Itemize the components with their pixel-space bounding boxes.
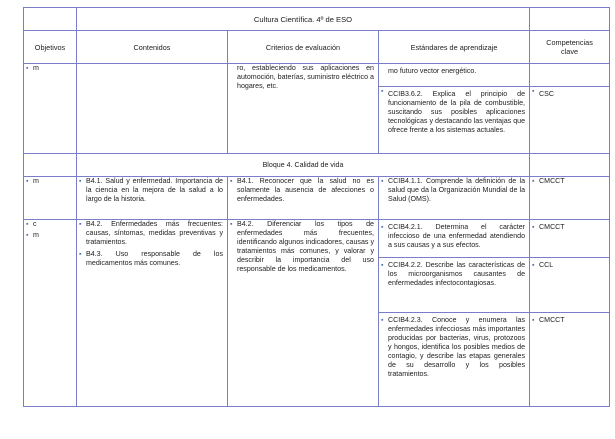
table-row <box>24 220 610 407</box>
list-item: ▪ m <box>26 64 39 72</box>
table-row <box>24 177 610 220</box>
table-title: Cultura Científica. 4º de ESO <box>77 8 530 31</box>
header-competencias <box>530 31 610 64</box>
list-item: ▪ CCIB4.1.1. Comprende la definición de la salud que da la Organización Mundial de la Salud (OMS). <box>381 177 526 203</box>
bullet-icon: ▪ <box>532 224 535 231</box>
list-item: ▪ m <box>26 231 39 239</box>
bullet-icon: ▪ <box>230 178 233 185</box>
bullet-icon: ▪ <box>532 317 535 324</box>
criterios-cell <box>228 220 379 407</box>
list-item: ▪ B4.3. Uso responsable de los medicamentos más comunes. <box>79 250 223 267</box>
title-row <box>24 8 610 31</box>
estandares-cell <box>379 220 530 407</box>
block-title: Bloque 4. Calidad de vida <box>77 154 530 177</box>
bullet-icon: ▪ <box>230 221 233 228</box>
header-row <box>24 31 610 64</box>
list-item: ▪ B4.2. Diferenciar los tipos de enfermedades más frecuentes, identificando algunos indicadores, causas y tratamientos más comunes, y valorar y describir la importancia del uso responsable de los medicamentos. <box>230 220 374 273</box>
contenidos-cell <box>77 64 228 154</box>
criterios-cell <box>228 177 379 220</box>
block-empty-cell <box>24 154 77 177</box>
competencias-cell <box>530 177 610 220</box>
competencias-cell <box>530 64 610 154</box>
estandar-item: mo futuro vector energético. <box>388 67 477 75</box>
bullet-icon: ▪ <box>26 178 29 185</box>
estandares-cell <box>379 64 530 154</box>
bullet-icon: ▪ <box>26 65 29 72</box>
criterios-cell <box>228 64 379 154</box>
estandar-item: ▪ CCIB4.2.3. Conoce y enumera las enfermedades infecciosas más importantes producidas por bacterias, virus, protozoos y hongos, identifica los posibles medios de contagio, y describe las etapas generales de su desarrollo y los posibles tratamientos. <box>379 312 529 382</box>
header-competencias-line2: clave <box>561 47 579 56</box>
bullet-icon: ▪ <box>381 262 384 269</box>
header-criterios: Criterios de evaluación <box>228 31 379 64</box>
contenidos-cell <box>77 220 228 407</box>
bullet-icon: ▪ <box>381 224 384 231</box>
header-estandares: Estándares de aprendizaje <box>379 31 530 64</box>
bullet-icon: ▪ <box>532 262 535 269</box>
block-empty-cell <box>530 154 610 177</box>
estandar-item: ▪ CCIB4.2.2. Describe las características de los microorganismos causantes de enfermedades infectocontagiosas. <box>379 257 529 312</box>
competencia-item: ▪ CSC <box>530 86 609 102</box>
header-competencias-line1: Competencias <box>546 38 593 47</box>
header-objetivos: Objetivos <box>24 31 77 64</box>
contenidos-cell <box>77 177 228 220</box>
criterio-text: ro, estableciendo sus aplicaciones en automoción, baterías, suministro eléctrico a hogares, etc. <box>237 64 374 90</box>
list-item: ▪ CMCCT <box>532 177 565 185</box>
bullet-icon: ▪ <box>381 317 384 324</box>
table-row <box>24 64 610 154</box>
list-item: ▪ B4.1. Reconocer que la salud no es solamente la ausencia de afecciones o enfermedades. <box>230 177 374 203</box>
bullet-icon: ▪ <box>381 178 384 185</box>
objetivos-cell <box>24 177 77 220</box>
title-empty-cell <box>530 8 610 31</box>
objetivos-cell <box>24 220 77 407</box>
bullet-icon: ▪ <box>79 251 82 258</box>
header-contenidos: Contenidos <box>77 31 228 64</box>
estandar-item: ▪ CCIB4.2.1. Determina el carácter infeccioso de una enfermedad atendiendo a sus causas y a sus efectos. <box>381 223 526 249</box>
title-empty-cell <box>24 8 77 31</box>
list-item: ▪ c <box>26 220 37 228</box>
bullet-icon: ▪ <box>26 221 29 228</box>
bullet-icon: ▪ <box>79 221 82 228</box>
competencia-item: ▪ CCL <box>530 257 609 312</box>
block-title-row <box>24 154 610 177</box>
estandares-cell <box>379 177 530 220</box>
bullet-icon: ▪ <box>381 88 384 95</box>
estandar-item: ▪ CCIB3.6.2. Explica el principio de funcionamiento de la pila de combustible, suscitando sus posibles aplicaciones tecnológicas y destacando las ventajas que ofrece frente a los sistemas actuales. <box>379 86 529 138</box>
bullet-icon: ▪ <box>79 178 82 185</box>
objetivos-cell <box>24 64 77 154</box>
list-item: ▪ B4.1. Salud y enfermedad. Importancia de la ciencia en la mejora de la salud a lo largo de la historia. <box>79 177 223 203</box>
competencia-item: ▪ CMCCT <box>530 312 609 328</box>
bullet-icon: ▪ <box>26 232 29 239</box>
competencias-cell <box>530 220 610 407</box>
list-item: ▪ m <box>26 177 39 185</box>
bullet-icon: ▪ <box>532 178 535 185</box>
competencia-item: ▪ CMCCT <box>532 223 565 231</box>
bullet-icon: ▪ <box>532 88 535 95</box>
curriculum-table <box>23 7 610 407</box>
list-item: ▪ B4.2. Enfermedades más frecuentes: causas, síntomas, medidas preventivas y tratamientos. <box>79 220 223 246</box>
competencia-empty <box>530 64 609 86</box>
